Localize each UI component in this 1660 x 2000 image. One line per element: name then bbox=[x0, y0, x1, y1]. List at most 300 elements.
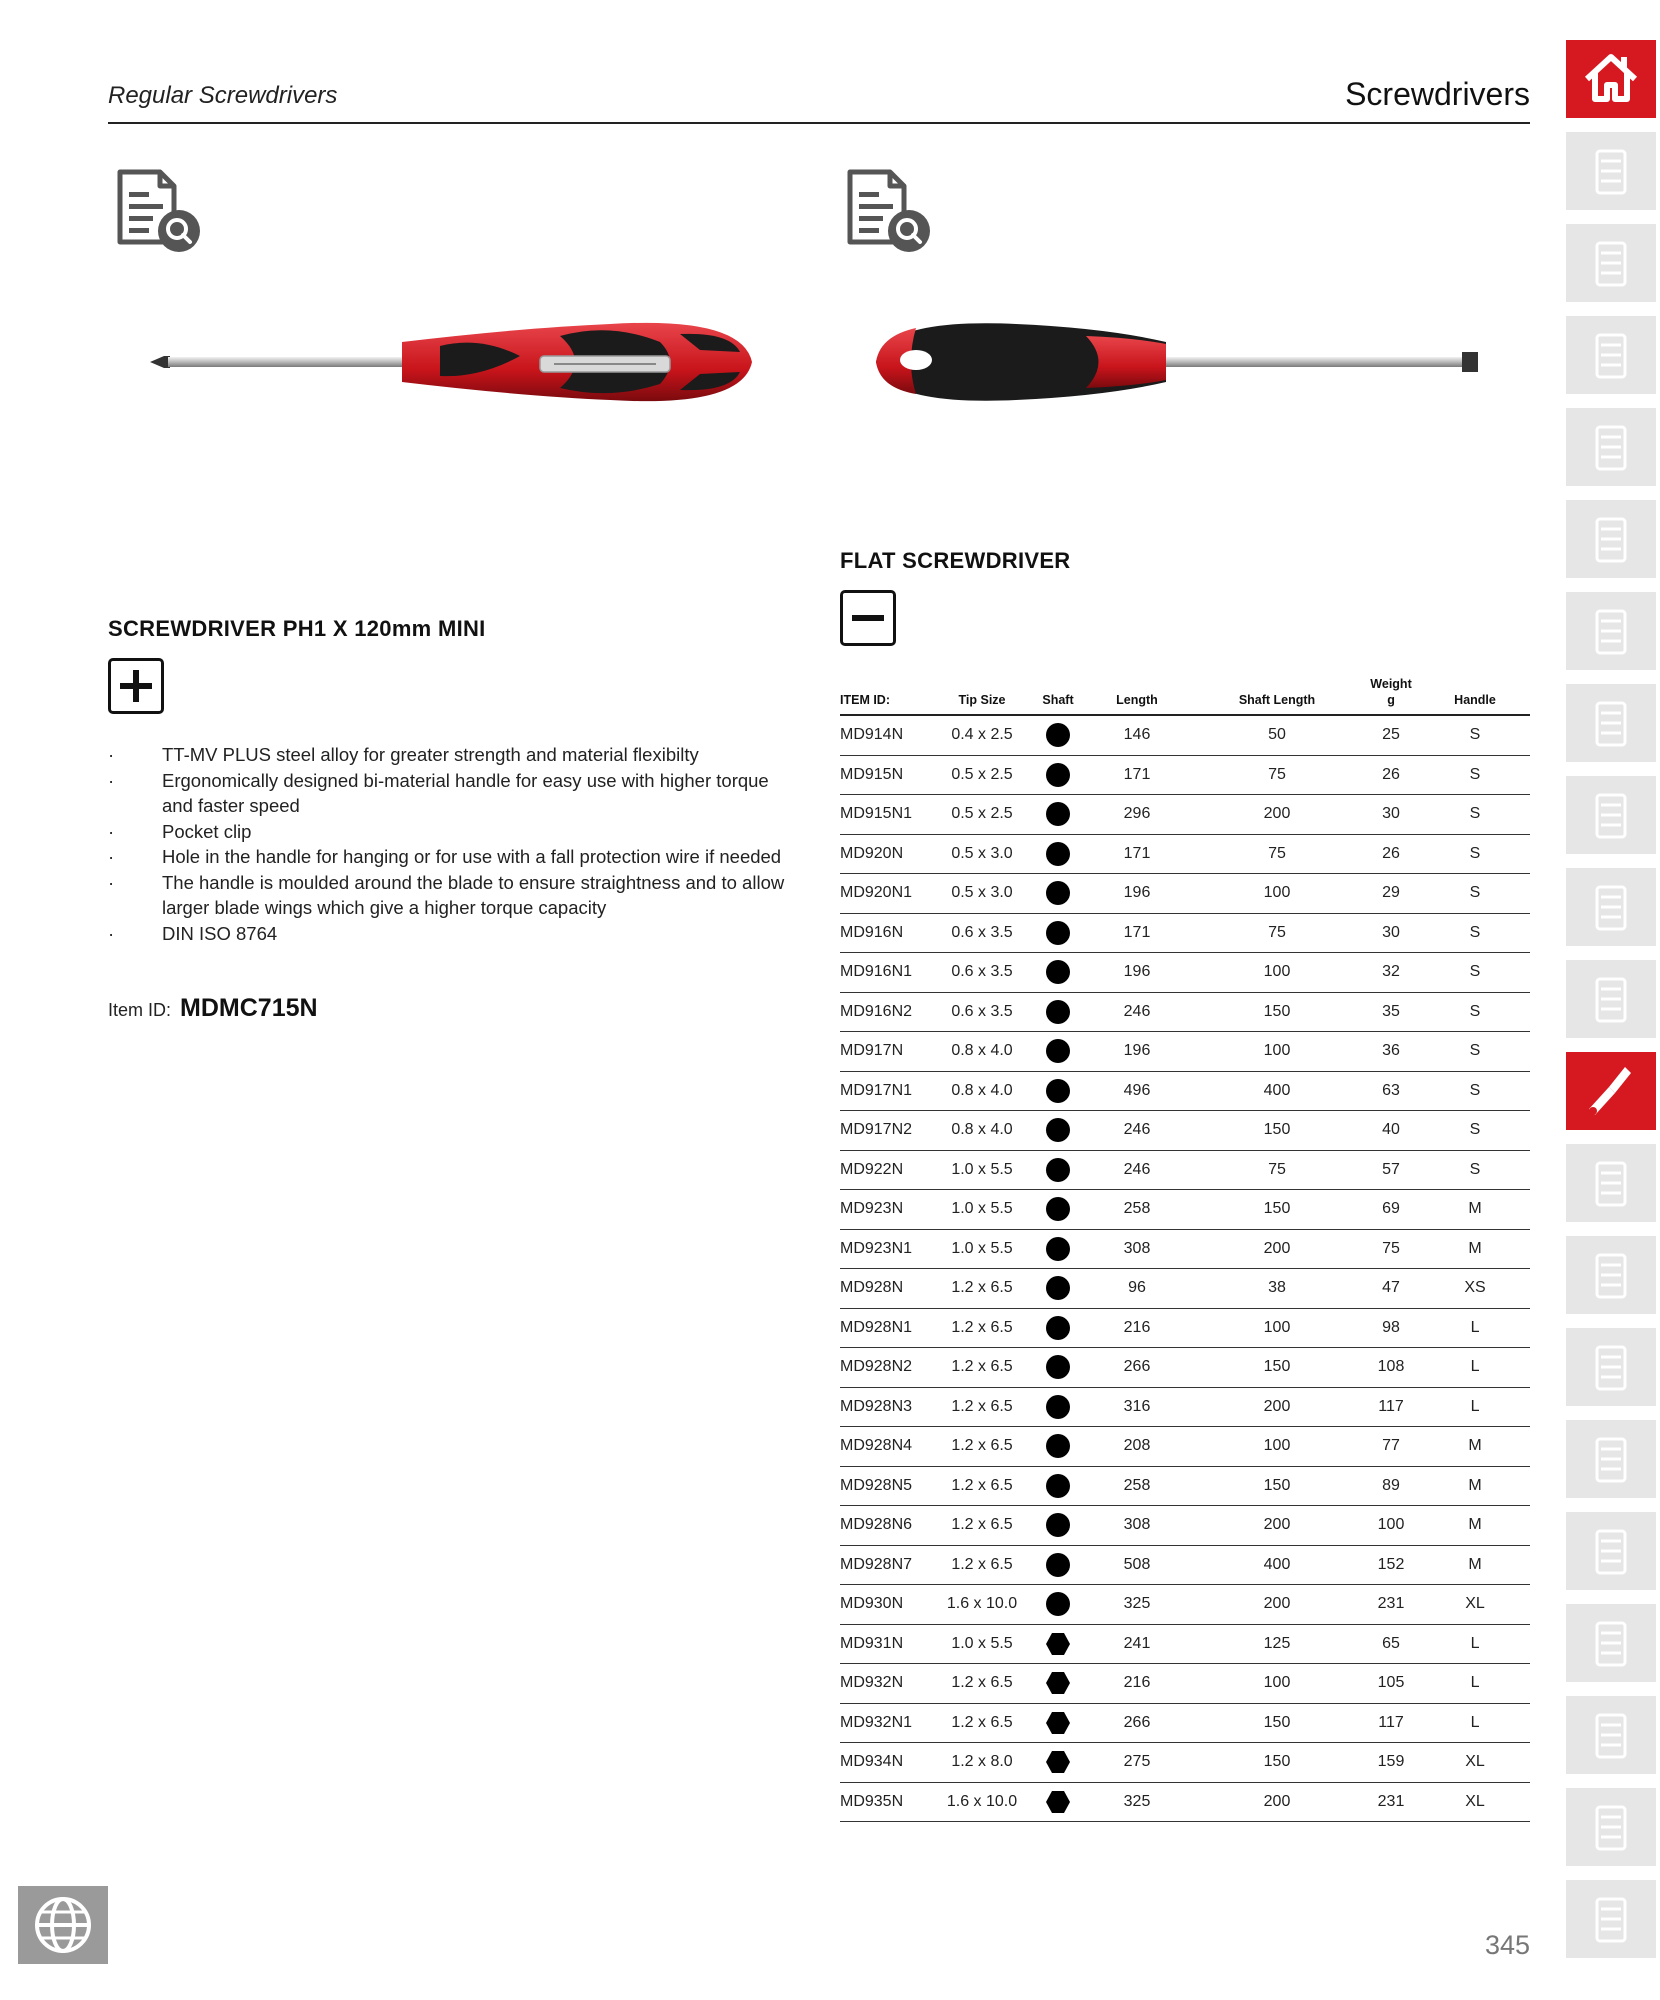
cell-shaft bbox=[1034, 1348, 1082, 1388]
cell-tip-size: 1.2 x 6.5 bbox=[930, 1348, 1034, 1388]
cell-weight: 108 bbox=[1362, 1348, 1420, 1388]
cell-weight: 69 bbox=[1362, 1190, 1420, 1230]
feature-text: Pocket clip bbox=[162, 820, 252, 842]
round-shaft-icon bbox=[1046, 881, 1070, 905]
cell-item-id: MD917N2 bbox=[840, 1111, 930, 1151]
cell-handle: M bbox=[1420, 1427, 1530, 1467]
sidebar-item-tool-trolley[interactable] bbox=[1566, 132, 1656, 210]
cell-weight: 105 bbox=[1362, 1664, 1420, 1704]
sidebar-item-gear-puller[interactable] bbox=[1566, 1696, 1656, 1774]
cell-shaft-length: 100 bbox=[1192, 1664, 1362, 1704]
cell-length: 325 bbox=[1082, 1782, 1192, 1822]
sidebar-item-sockets[interactable] bbox=[1566, 776, 1656, 854]
cell-item-id: MD928N5 bbox=[840, 1466, 930, 1506]
cell-tip-size: 1.2 x 6.5 bbox=[930, 1308, 1034, 1348]
cell-tip-size: 1.6 x 10.0 bbox=[930, 1782, 1034, 1822]
round-shaft-icon bbox=[1046, 842, 1070, 866]
cell-handle: L bbox=[1420, 1703, 1530, 1743]
cell-tip-size: 1.2 x 6.5 bbox=[930, 1506, 1034, 1546]
cell-handle: S bbox=[1420, 913, 1530, 953]
cell-tip-size: 0.5 x 3.0 bbox=[930, 874, 1034, 914]
sidebar-item-torque-wrench[interactable] bbox=[1566, 868, 1656, 946]
round-shaft-icon bbox=[1046, 921, 1070, 945]
sidebar-item-hammer[interactable] bbox=[1566, 1880, 1656, 1958]
sidebar-item-socket-wrench[interactable] bbox=[1566, 684, 1656, 762]
table-row bbox=[840, 913, 1530, 953]
cell-weight: 30 bbox=[1362, 913, 1420, 953]
cell-shaft bbox=[1034, 834, 1082, 874]
cell-weight: 65 bbox=[1362, 1624, 1420, 1664]
cell-shaft-length: 100 bbox=[1192, 953, 1362, 993]
sidebar-item-bits[interactable] bbox=[1566, 1144, 1656, 1222]
item-id bbox=[108, 994, 318, 1023]
round-shaft-icon bbox=[1046, 1513, 1070, 1537]
col-header-weight: Weight g bbox=[1370, 677, 1412, 707]
cell-tip-size: 1.2 x 6.5 bbox=[930, 1545, 1034, 1585]
table-row bbox=[840, 834, 1530, 874]
category-title: Screwdrivers bbox=[1345, 76, 1530, 112]
cell-shaft-length: 200 bbox=[1192, 795, 1362, 835]
cell-length: 266 bbox=[1082, 1703, 1192, 1743]
round-shaft-icon bbox=[1046, 960, 1070, 984]
table-row bbox=[840, 795, 1530, 835]
round-shaft-icon bbox=[1046, 802, 1070, 826]
list-item: · Hole in the handle for hanging or for use with a fall protection wire if needed bbox=[108, 846, 782, 867]
table-row bbox=[840, 1664, 1530, 1704]
cell-weight: 57 bbox=[1362, 1150, 1420, 1190]
cell-item-id: MD935N bbox=[840, 1782, 930, 1822]
table-row bbox=[840, 1545, 1530, 1585]
cell-tip-size: 1.0 x 5.5 bbox=[930, 1150, 1034, 1190]
cell-item-id: MD916N2 bbox=[840, 992, 930, 1032]
cell-item-id: MD915N1 bbox=[840, 795, 930, 835]
cell-handle: S bbox=[1420, 874, 1530, 914]
cell-shaft bbox=[1034, 1111, 1082, 1151]
table-row bbox=[840, 755, 1530, 795]
table-row bbox=[840, 1703, 1530, 1743]
feature-text: TT-MV PLUS steel alloy for greater strength and material flexibilty bbox=[162, 744, 699, 765]
phillips-tip-symbol-icon bbox=[108, 658, 164, 714]
document-search-icon[interactable] bbox=[842, 164, 938, 260]
cell-shaft-length: 100 bbox=[1192, 874, 1362, 914]
sidebar-item-screwdriver[interactable] bbox=[1566, 1052, 1656, 1130]
round-shaft-icon bbox=[1046, 1118, 1070, 1142]
cell-tip-size: 1.2 x 6.5 bbox=[930, 1427, 1034, 1467]
cell-shaft bbox=[1034, 874, 1082, 914]
hex-keys-icon bbox=[1581, 1245, 1641, 1305]
hex-shaft-icon bbox=[1046, 1790, 1070, 1814]
tool-rack-icon bbox=[1581, 509, 1641, 569]
flat-tip-symbol-icon bbox=[840, 590, 896, 646]
tool-trolley-icon bbox=[1581, 141, 1641, 201]
cell-weight: 26 bbox=[1362, 834, 1420, 874]
table-row bbox=[840, 992, 1530, 1032]
cell-weight: 63 bbox=[1362, 1071, 1420, 1111]
cell-item-id: MD928N3 bbox=[840, 1387, 930, 1427]
torque-wrench-icon bbox=[1581, 877, 1641, 937]
cell-shaft bbox=[1034, 1743, 1082, 1783]
cell-weight: 152 bbox=[1362, 1545, 1420, 1585]
cell-shaft-length: 100 bbox=[1192, 1427, 1362, 1467]
sidebar-item-tool-tray[interactable] bbox=[1566, 224, 1656, 302]
round-shaft-icon bbox=[1046, 1355, 1070, 1379]
cell-length: 246 bbox=[1082, 1150, 1192, 1190]
cell-length: 196 bbox=[1082, 953, 1192, 993]
cell-shaft-length: 150 bbox=[1192, 992, 1362, 1032]
globe-button[interactable] bbox=[18, 1886, 108, 1964]
sidebar-item-tool-cabinet[interactable] bbox=[1566, 316, 1656, 394]
cell-shaft-length: 150 bbox=[1192, 1743, 1362, 1783]
cutter-icon bbox=[1581, 1521, 1641, 1581]
cell-shaft bbox=[1034, 992, 1082, 1032]
sidebar-item-spanner[interactable] bbox=[1566, 960, 1656, 1038]
table-row bbox=[840, 1743, 1530, 1783]
sidebar-item-home[interactable] bbox=[1566, 40, 1656, 118]
cell-shaft bbox=[1034, 1427, 1082, 1467]
cell-length: 146 bbox=[1082, 715, 1192, 755]
cell-shaft-length: 400 bbox=[1192, 1071, 1362, 1111]
document-search-icon[interactable] bbox=[112, 164, 208, 260]
sidebar-item-measuring-tape[interactable] bbox=[1566, 1604, 1656, 1682]
cell-shaft-length: 50 bbox=[1192, 715, 1362, 755]
cell-shaft-length: 38 bbox=[1192, 1269, 1362, 1309]
cell-handle: S bbox=[1420, 1150, 1530, 1190]
table-header-row bbox=[840, 676, 1530, 715]
cell-length: 208 bbox=[1082, 1427, 1192, 1467]
cell-tip-size: 0.8 x 4.0 bbox=[930, 1032, 1034, 1072]
hex-shaft-icon bbox=[1046, 1632, 1070, 1656]
cell-item-id: MD922N bbox=[840, 1150, 930, 1190]
list-item: · Ergonomically designed bi-material handle for easy use with higher torque and faster speed bbox=[108, 769, 769, 816]
bits-icon bbox=[1581, 1153, 1641, 1213]
round-shaft-icon bbox=[1046, 1158, 1070, 1182]
cell-handle: M bbox=[1420, 1229, 1530, 1269]
sidebar-item-pliers[interactable] bbox=[1566, 1328, 1656, 1406]
hex-shaft-icon bbox=[1046, 1750, 1070, 1774]
cell-item-id: MD930N bbox=[840, 1585, 930, 1625]
cell-item-id: MD917N1 bbox=[840, 1071, 930, 1111]
sidebar-item-cutter[interactable] bbox=[1566, 1512, 1656, 1590]
cell-shaft-length: 200 bbox=[1192, 1782, 1362, 1822]
round-shaft-icon bbox=[1046, 1039, 1070, 1063]
cell-length: 96 bbox=[1082, 1269, 1192, 1309]
cell-weight: 26 bbox=[1362, 755, 1420, 795]
cell-length: 308 bbox=[1082, 1506, 1192, 1546]
table-row bbox=[840, 1782, 1530, 1822]
cell-shaft-length: 150 bbox=[1192, 1348, 1362, 1388]
round-shaft-icon bbox=[1046, 1000, 1070, 1024]
cell-handle: S bbox=[1420, 795, 1530, 835]
round-shaft-icon bbox=[1046, 1474, 1070, 1498]
list-item: · Pocket clip bbox=[108, 820, 252, 842]
table-row bbox=[840, 1585, 1530, 1625]
round-shaft-icon bbox=[1046, 1592, 1070, 1616]
cell-tip-size: 1.2 x 8.0 bbox=[930, 1743, 1034, 1783]
cell-item-id: MD932N bbox=[840, 1664, 930, 1704]
cell-shaft bbox=[1034, 1545, 1082, 1585]
cell-weight: 35 bbox=[1362, 992, 1420, 1032]
round-shaft-icon bbox=[1046, 723, 1070, 747]
gear-puller-icon bbox=[1581, 1705, 1641, 1765]
product-image-flat-screwdriver bbox=[866, 296, 1526, 426]
cell-handle: S bbox=[1420, 953, 1530, 993]
cell-handle: L bbox=[1420, 1308, 1530, 1348]
cell-length: 196 bbox=[1082, 874, 1192, 914]
table-row bbox=[840, 953, 1530, 993]
table-row bbox=[840, 874, 1530, 914]
cell-item-id: MD920N bbox=[840, 834, 930, 874]
sidebar-item-electrical[interactable] bbox=[1566, 1420, 1656, 1498]
cell-item-id: MD916N1 bbox=[840, 953, 930, 993]
cell-length: 216 bbox=[1082, 1308, 1192, 1348]
cell-length: 171 bbox=[1082, 834, 1192, 874]
col-header-handle: Handle bbox=[1454, 693, 1496, 707]
cell-shaft-length: 75 bbox=[1192, 1150, 1362, 1190]
cell-shaft-length: 150 bbox=[1192, 1111, 1362, 1151]
cell-item-id: MD932N1 bbox=[840, 1703, 930, 1743]
cell-handle: L bbox=[1420, 1624, 1530, 1664]
cell-tip-size: 0.6 x 3.5 bbox=[930, 913, 1034, 953]
cell-length: 316 bbox=[1082, 1387, 1192, 1427]
round-shaft-icon bbox=[1046, 1553, 1070, 1577]
screwdriver-icon bbox=[1581, 1061, 1641, 1121]
section-title: Regular Screwdrivers bbox=[108, 82, 338, 109]
cell-shaft bbox=[1034, 1387, 1082, 1427]
cell-shaft-length: 150 bbox=[1192, 1703, 1362, 1743]
cell-length: 258 bbox=[1082, 1466, 1192, 1506]
cell-length: 246 bbox=[1082, 992, 1192, 1032]
cell-length: 296 bbox=[1082, 795, 1192, 835]
cell-shaft bbox=[1034, 913, 1082, 953]
cell-weight: 231 bbox=[1362, 1585, 1420, 1625]
cell-item-id: MD928N1 bbox=[840, 1308, 930, 1348]
cell-shaft bbox=[1034, 1624, 1082, 1664]
feature-text: The handle is moulded around the blade to ensure straightness and to allow larger blade wings which give a higher torque capacity bbox=[162, 871, 785, 918]
cell-weight: 77 bbox=[1362, 1427, 1420, 1467]
cell-shaft bbox=[1034, 795, 1082, 835]
hammer-icon bbox=[1581, 1889, 1641, 1949]
round-shaft-icon bbox=[1046, 1079, 1070, 1103]
sockets-icon bbox=[1581, 785, 1641, 845]
cell-length: 171 bbox=[1082, 755, 1192, 795]
cell-shaft-length: 100 bbox=[1192, 1308, 1362, 1348]
cell-shaft-length: 200 bbox=[1192, 1585, 1362, 1625]
cell-shaft bbox=[1034, 755, 1082, 795]
cell-weight: 47 bbox=[1362, 1269, 1420, 1309]
table-row bbox=[840, 1190, 1530, 1230]
cell-handle: XS bbox=[1420, 1269, 1530, 1309]
round-shaft-icon bbox=[1046, 1316, 1070, 1340]
cell-handle: S bbox=[1420, 1032, 1530, 1072]
measuring-tape-icon bbox=[1581, 1613, 1641, 1673]
cell-item-id: MD931N bbox=[840, 1624, 930, 1664]
cell-length: 308 bbox=[1082, 1229, 1192, 1269]
cell-weight: 75 bbox=[1362, 1229, 1420, 1269]
cell-weight: 117 bbox=[1362, 1703, 1420, 1743]
table-row bbox=[840, 1348, 1530, 1388]
home-icon bbox=[1581, 49, 1641, 109]
cell-handle: M bbox=[1420, 1466, 1530, 1506]
socket-wrench-icon bbox=[1581, 693, 1641, 753]
cell-shaft-length: 125 bbox=[1192, 1624, 1362, 1664]
product-title: FLAT SCREWDRIVER bbox=[840, 548, 1071, 573]
cell-shaft bbox=[1034, 1071, 1082, 1111]
sidebar-item-roller-cabinet[interactable] bbox=[1566, 592, 1656, 670]
feature-text: DIN ISO 8764 bbox=[162, 922, 278, 944]
round-shaft-icon bbox=[1046, 1237, 1070, 1261]
cell-tip-size: 1.2 x 6.5 bbox=[930, 1269, 1034, 1309]
item-id-label: Item ID: bbox=[108, 1000, 172, 1020]
cell-item-id: MD928N2 bbox=[840, 1348, 930, 1388]
gears-icon bbox=[1581, 1797, 1641, 1857]
pliers-icon bbox=[1581, 1337, 1641, 1397]
electrical-icon bbox=[1581, 1429, 1641, 1489]
cell-shaft bbox=[1034, 1269, 1082, 1309]
tool-tray-icon bbox=[1581, 233, 1641, 293]
cell-handle: XL bbox=[1420, 1585, 1530, 1625]
cell-item-id: MD920N1 bbox=[840, 874, 930, 914]
cell-length: 171 bbox=[1082, 913, 1192, 953]
cell-shaft bbox=[1034, 1782, 1082, 1822]
cell-tip-size: 1.0 x 5.5 bbox=[930, 1229, 1034, 1269]
cell-weight: 159 bbox=[1362, 1743, 1420, 1783]
cell-tip-size: 0.4 x 2.5 bbox=[930, 715, 1034, 755]
table-row bbox=[840, 715, 1530, 755]
roller-cabinet-icon bbox=[1581, 601, 1641, 661]
feature-text: Ergonomically designed bi-material handle for easy use with higher torque and faster speed bbox=[162, 769, 769, 816]
cell-shaft-length: 75 bbox=[1192, 913, 1362, 953]
table-row bbox=[840, 1071, 1530, 1111]
cell-handle: XL bbox=[1420, 1743, 1530, 1783]
table-row bbox=[840, 1269, 1530, 1309]
page-number: 345 bbox=[1484, 1930, 1530, 1960]
cell-shaft-length: 150 bbox=[1192, 1190, 1362, 1230]
cell-length: 508 bbox=[1082, 1545, 1192, 1585]
cell-weight: 98 bbox=[1362, 1308, 1420, 1348]
cell-shaft bbox=[1034, 1585, 1082, 1625]
cell-shaft-length: 75 bbox=[1192, 834, 1362, 874]
item-id-value: MDMC715N bbox=[180, 994, 318, 1022]
cell-shaft-length: 150 bbox=[1192, 1466, 1362, 1506]
tool-cabinet-icon bbox=[1581, 325, 1641, 385]
table-row bbox=[840, 1032, 1530, 1072]
cell-weight: 40 bbox=[1362, 1111, 1420, 1151]
cell-shaft-length: 400 bbox=[1192, 1545, 1362, 1585]
cell-tip-size: 1.2 x 6.5 bbox=[930, 1466, 1034, 1506]
cell-length: 216 bbox=[1082, 1664, 1192, 1704]
header-divider bbox=[108, 122, 1530, 124]
list-item: · TT-MV PLUS steel alloy for greater strength and material flexibilty bbox=[108, 744, 699, 765]
table-row bbox=[840, 1624, 1530, 1664]
cell-tip-size: 0.8 x 4.0 bbox=[930, 1111, 1034, 1151]
list-item: · DIN ISO 8764 bbox=[108, 922, 278, 944]
cell-length: 266 bbox=[1082, 1348, 1192, 1388]
cell-tip-size: 0.5 x 3.0 bbox=[930, 834, 1034, 874]
cell-item-id: MD914N bbox=[840, 715, 930, 755]
cell-item-id: MD928N6 bbox=[840, 1506, 930, 1546]
cell-handle: S bbox=[1420, 755, 1530, 795]
cell-length: 246 bbox=[1082, 1111, 1192, 1151]
cell-item-id: MD917N bbox=[840, 1032, 930, 1072]
feature-list bbox=[108, 742, 788, 946]
spanner-icon bbox=[1581, 969, 1641, 1029]
cell-length: 496 bbox=[1082, 1071, 1192, 1111]
col-header-length: Length bbox=[1116, 693, 1158, 707]
product-title: SCREWDRIVER PH1 X 120mm MINI bbox=[108, 616, 486, 641]
cell-shaft bbox=[1034, 1150, 1082, 1190]
cell-handle: S bbox=[1420, 715, 1530, 755]
cell-weight: 117 bbox=[1362, 1387, 1420, 1427]
table-row bbox=[840, 1150, 1530, 1190]
cell-handle: L bbox=[1420, 1348, 1530, 1388]
sidebar-item-tool-rack[interactable] bbox=[1566, 500, 1656, 578]
cell-tip-size: 1.2 x 6.5 bbox=[930, 1387, 1034, 1427]
cell-length: 241 bbox=[1082, 1624, 1192, 1664]
cell-shaft bbox=[1034, 953, 1082, 993]
cell-shaft bbox=[1034, 1506, 1082, 1546]
cell-shaft bbox=[1034, 1190, 1082, 1230]
cell-shaft-length: 200 bbox=[1192, 1387, 1362, 1427]
cell-item-id: MD923N bbox=[840, 1190, 930, 1230]
col-header-item-id: ITEM ID: bbox=[840, 693, 890, 707]
cell-tip-size: 1.2 x 6.5 bbox=[930, 1664, 1034, 1704]
cell-shaft-length: 200 bbox=[1192, 1506, 1362, 1546]
sidebar-item-gears[interactable] bbox=[1566, 1788, 1656, 1866]
cell-handle: S bbox=[1420, 992, 1530, 1032]
round-shaft-icon bbox=[1046, 763, 1070, 787]
round-shaft-icon bbox=[1046, 1434, 1070, 1458]
cell-weight: 25 bbox=[1362, 715, 1420, 755]
cell-shaft bbox=[1034, 1703, 1082, 1743]
cell-shaft bbox=[1034, 1229, 1082, 1269]
cell-tip-size: 0.5 x 2.5 bbox=[930, 755, 1034, 795]
cell-handle: M bbox=[1420, 1506, 1530, 1546]
cell-weight: 231 bbox=[1362, 1782, 1420, 1822]
cell-shaft-length: 200 bbox=[1192, 1229, 1362, 1269]
cell-tip-size: 0.6 x 3.5 bbox=[930, 992, 1034, 1032]
cell-item-id: MD916N bbox=[840, 913, 930, 953]
cell-weight: 100 bbox=[1362, 1506, 1420, 1546]
list-item: · The handle is moulded around the blade to ensure straightness and to allow larger blade wings which give a higher torque capacity bbox=[108, 871, 785, 918]
tool-module-icon bbox=[1581, 417, 1641, 477]
cell-shaft-length: 100 bbox=[1192, 1032, 1362, 1072]
table-row bbox=[840, 1308, 1530, 1348]
cell-length: 275 bbox=[1082, 1743, 1192, 1783]
table-row bbox=[840, 1466, 1530, 1506]
cell-weight: 89 bbox=[1362, 1466, 1420, 1506]
cell-item-id: MD934N bbox=[840, 1743, 930, 1783]
cell-shaft bbox=[1034, 1466, 1082, 1506]
col-header-shaft: Shaft bbox=[1042, 693, 1074, 707]
cell-handle: S bbox=[1420, 1071, 1530, 1111]
globe-icon bbox=[33, 1895, 93, 1955]
table-row bbox=[840, 1506, 1530, 1546]
cell-length: 258 bbox=[1082, 1190, 1192, 1230]
hex-shaft-icon bbox=[1046, 1671, 1070, 1695]
cell-item-id: MD915N bbox=[840, 755, 930, 795]
cell-shaft bbox=[1034, 715, 1082, 755]
sidebar-item-tool-module[interactable] bbox=[1566, 408, 1656, 486]
cell-tip-size: 0.8 x 4.0 bbox=[930, 1071, 1034, 1111]
cell-shaft bbox=[1034, 1032, 1082, 1072]
table-row bbox=[840, 1111, 1530, 1151]
sidebar-item-hex-keys[interactable] bbox=[1566, 1236, 1656, 1314]
category-sidebar bbox=[1566, 40, 1660, 1972]
table-row bbox=[840, 1387, 1530, 1427]
col-header-tip-size: Tip Size bbox=[958, 693, 1006, 707]
cell-item-id: MD923N1 bbox=[840, 1229, 930, 1269]
cell-handle: L bbox=[1420, 1664, 1530, 1704]
